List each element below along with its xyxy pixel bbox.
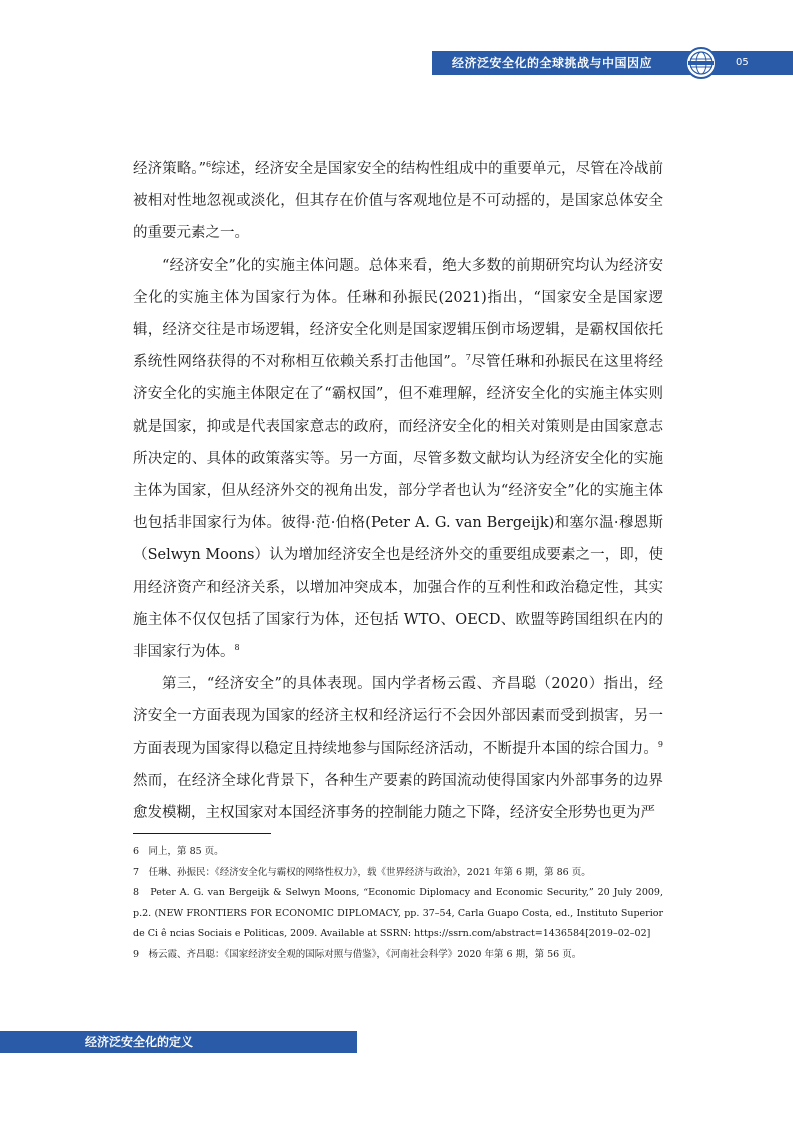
footnote-ref-7: 7 (465, 353, 471, 363)
siis-report-logo-icon (685, 47, 717, 79)
running-header-title: 经济泛安全化的全球挑战与中国因应 (452, 56, 653, 70)
paragraph-2: “经济安全”化的实施主体问题。总体来看，绝大多数的前期研究均认为经济安全化的实施主体为国家行为体。任琳和孙振民(2021)指出，“国家安全是国家逻辑，经济交往是市场逻辑，经济安全化则是国家逻辑压倒市场逻辑，是霸权国依托系统性网络获得的不对称相互依赖关系打击他国”。$^7$尽管任琳和孙振民在这里将经济安全化的实施主体限定在了“霸权国”，但不难理解，经济安全化的实施主体实则就是国家，抑或是代表国家意志的政府，而经济安全化的相关对策则是由国家意志所决定的、具体的政策落实等。另一方面，尽管多数文献均认为经济安全化的实施主体为国家，但从经济外交的视角出发，部分学者也认为“经济安全”化的实施主体也包括非国家行为体。彼得·范·伯格(Peter A. G. van Bergeijk)和塞尔温·穆恩斯（Selwyn Moons）认为增加经济安全也是经济外交的重要组成要素之一，即，使用经济资产和经济关系，以增加冲突成本，加强合作的互利性和政治稳定性，其实施主体不仅仅包括了国家行为体，还包括 WTO、OECD、欧盟等跨国组织在内的非国家行为体。$^8$ (133, 257, 663, 661)
footnote-divider (133, 833, 271, 834)
footnote-9: 9 杨云霞、齐昌聪：《国家经济安全观的国际对照与借鉴》，《河南社会科学》2020 年第 6 期，第 56 页。 (133, 948, 582, 960)
footnote-8: 8 Peter A. G. van Bergeijk & Selwyn Moons, “Economic Diplomacy and Economic Security,” 20 July 2009, p.2. (NEW FRONTIERS FOR ECONOMIC DIPLOMACY, pp. 37–54, Carla Guapo Costa, ed., Instituto Superior de Ci ê ncias Sociais e Politicas, 2009. Available at SSRN: https://ssrn.com/abstract=1436584[2019–02–02] (133, 887, 663, 939)
footnotes (133, 842, 663, 965)
main-body-text (133, 153, 663, 829)
footnote-6: 6 同上，第 85 页。 (133, 846, 224, 857)
running-footer-title: 经济泛安全化的定义 (85, 1035, 194, 1049)
footnote-ref-8: 8 (234, 643, 240, 653)
page-number: 05 (736, 57, 749, 68)
footnote-ref-9: 9 (657, 739, 663, 749)
paragraph-3: 第三，“经济安全”的具体表现。国内学者杨云霞、齐昌聪（2020）指出，经济安全一方面表现为国家的经济主权和经济运行不会因外部因素而受到损害，另一方面表现为国家得以稳定且持续地参与国际经济活动，不断提升本国的综合国力。$^9$然而，在经济全球化背景下，各种生产要素的跨国流动使得国家内外部事务的边界愈发模糊，主权国家对本国经济事务的控制能力随之下降，经济安全形势也更为严 (133, 676, 663, 822)
paragraph-1: 经济策略。”$^6$综述，经济安全是国家安全的结构性组成中的重要单元，尽管在冷战前被相对性地忽视或淡化，但其存在价值与客观地位是不可动摇的，是国家总体安全的重要元素之一。 (133, 160, 663, 242)
footnote-7: 7 任琳、孙振民：《经济安全化与霸权的网络性权力》，载《世界经济与政治》，2021 年第 6 期，第 86 页。 (133, 866, 591, 878)
footnote-ref-6: 6 (206, 160, 212, 170)
